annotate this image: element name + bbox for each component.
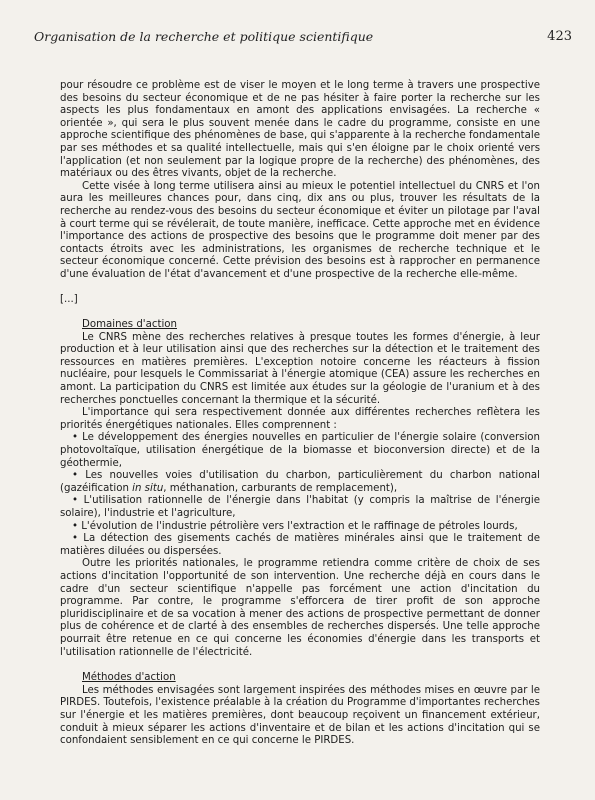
bullet-item: • Le développement des énergies nouvelles en particulier de l'énergie solaire (conversion photovoltaïque, utilisation énergétique de la biomasse et bioconversion directe) et de la géothermie, — [60, 432, 540, 469]
omission-marker: [...] — [60, 293, 78, 305]
page-number: 423 — [547, 29, 572, 44]
section-title-methodes: Méthodes d'action — [82, 672, 176, 684]
paragraph-2: Cette visée à long terme utilisera ainsi au mieux le potentiel intellectuel du CNRS et l'on aura les meilleures chances pour, dans cinq, dix ans ou plus, trouver les résultats de la recherche au rendez-vous des besoins du secteur économique et éviter un pilotage par l'aval à court terme qui se révélerait, de toute manière, inefficace. Cette approche met en évidence l'importance des actions de prospective des besoins que le programme doit mener par des contacts étroits avec les administrations, les organismes de recherche technique et le secteur économique concerné. Cette prévision des besoins est à rapprocher en permanence d'une évaluation de l'état d'avancement et d'une prospective de la recherche elle-même. — [60, 180, 540, 280]
bullet-item: • L'évolution de l'industrie pétrolière vers l'extraction et le raffinage de pétroles lourds, — [72, 520, 518, 532]
running-head — [34, 29, 572, 47]
running-head-title: Organisation de la recherche et politique scientifique — [34, 29, 374, 44]
bullet-text: , méthanation, carburants de remplacement), — [163, 482, 398, 494]
section-title-domaines: Domaines d'action — [82, 319, 177, 331]
body-text — [60, 80, 540, 748]
bullet-item: • L'utilisation rationnelle de l'énergie dans l'habitat (y compris la maîtrise de l'énergie solaire), l'industrie et l'agriculture, — [60, 495, 540, 519]
paragraph-3: Le CNRS mène des recherches relatives à presque toutes les formes d'énergie, à leur production et à leur utilisation ainsi que des recherches sur la détection et le traitement des ressources en matières premières. L'exception notoire concerne les réacteurs à fission nucléaire, pour lesquels le Commissariat à l'énergie atomique (CEA) assure les recherches en amont. La participation du CNRS est limitée aux études sur la géologie de l'uranium et à des recherches ponctuelles concernant la thermique et la sécurité. — [60, 331, 540, 406]
paragraph-5: Outre les priorités nationales, le programme retiendra comme critère de choix de ses actions d'incitation l'opportunité de son intervention. Une recherche déjà en cours dans le cadre d'un secteur scientifique n'appelle pas forcément une action d'incitation du programme. Par contre, le programme s'efforcera de tirer profit de son approche pluridisciplinaire et de sa vocation à mener des actions de prospective permettant de donner plus de cohérence et de clarté à des ensembles de recherches dispersés. Une telle approche pourrait être retenue en ce qui concerne les économies d'énergie dans les transports et l'utilisation rationnelle de l'électricité. — [60, 558, 540, 658]
bullet-item — [60, 470, 540, 495]
bullet-text: • Les nouvelles voies d'utilisation du charbon, particulièrement du charbon national (gazéification — [60, 470, 540, 494]
bullet-item: • La détection des gisements cachés de matières minérales ainsi que le traitement de matières diluées ou dispersées. — [60, 533, 540, 557]
paragraph-1: pour résoudre ce problème est de viser le moyen et le long terme à travers une prospective des besoins du secteur économique et de ne pas hésiter à faire porter la recherche sur les aspects les plus fondamentaux en amont des applications envisagées. La recherche « orientée », qui sera le plus souvent menée dans le cadre du programme, consiste en une approche scientifique des phénomènes de base, qui s'apparente à la recherche fondamentale par ses méthodes et sa qualité intellectuelle, mais qui s'en éloigne par le choix orienté vers l'application (et non seulement par la logique propre de la recherche) des phénomènes, des matériaux ou des êtres vivants, objet de la recherche. — [60, 80, 540, 180]
paragraph-6: Les méthodes envisagées sont largement inspirées des méthodes mises en œuvre par le PIRDES. Toutefois, l'existence préalable à la création du Programme d'importantes recherches sur l'énergie et les matières premières, dont beaucoup reçoivent un financement extérieur, conduit à mieux séparer les actions d'inventaire et de bilan et les actions d'incitation qui se confondaient sensiblement en ce qui concerne le PIRDES. — [60, 684, 540, 747]
bullet-italic-text: in situ — [132, 482, 164, 494]
paragraph-4: L'importance qui sera respectivement donnée aux différentes recherches reflètera les priorités énergétiques nationales. Elles comprennent : — [60, 407, 540, 431]
